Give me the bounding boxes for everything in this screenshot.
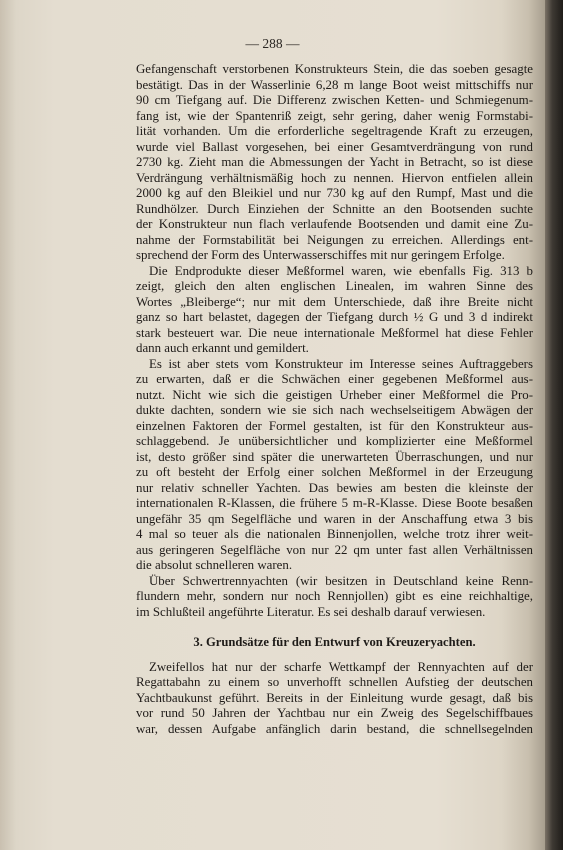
text-line: Regattabahn zu einem so unverhofft schnellen Aufstieg der deutschen <box>136 675 533 689</box>
section-gap <box>136 620 533 635</box>
text-line: Zweifellos hat nur der scharfe Wettkampf der Rennyachten auf der <box>149 659 533 674</box>
text-line: ist, desto größer sind später die unerwarteten Überraschungen, und nur <box>136 449 533 464</box>
text-line: der Konstrukteur nun flach verlaufende Bootsenden und damit eine Zu- <box>136 217 533 231</box>
text-line: Gefangenschaft verstorbenen Konstrukteurs Stein, die das soeben gesagte <box>136 62 533 76</box>
text-line: flundern mehr, sondern nur noch Rennjollen) gibt es eine reichhaltige, <box>136 589 533 603</box>
text-line: Rundhölzer. Durch Einziehen der Schnitte an den Bootsenden suchte <box>136 201 533 216</box>
text-line: vor rund 50 Jahren der Yachtbau nur ein Zweig des Segelschiffbaues <box>136 706 533 720</box>
text-line: sprechend der Form des Unterwasserschiffes mit nur geringem Erfolge. <box>136 248 505 262</box>
text-line: dukte dachten, sondern wie sie sich nach wechselseitigem Abwägen der <box>136 403 533 417</box>
text-line: nur relativ schneller Yachten. Das bewies am besten die kleinste der <box>136 480 533 495</box>
section-heading: 3. Grundsätze für den Entwurf von Kreuzeryachten. <box>193 635 476 649</box>
text-line: ungefähr 35 qm Segelfläche und waren in der Anschaffung etwa 3 bis <box>136 511 533 526</box>
text-line: fang ist, wie der Spantenriß zeigt, sehr gering, daher wenig Formstabi- <box>136 108 533 123</box>
text-line: zu oft besteht der Erfolg einer solchen Meßformel in der Erzeugung <box>136 465 533 479</box>
text-line: Yachtbaukunst geführt. Bereits in der Einleitung wurde gesagt, daß bis <box>136 690 533 705</box>
body-text <box>136 62 533 737</box>
text-line: nutzt. Nicht wie sich die geistigen Urheber einer Meßformel die Pro- <box>136 387 533 402</box>
text-line: dann auch erkannt und gemildert. <box>136 341 309 355</box>
text-line: im Schlußteil angeführte Literatur. Es sei deshalb darauf verwiesen. <box>136 604 486 619</box>
page-number: — 288 — <box>245 36 300 51</box>
text-line: aus geringeren Segelfläche von nur 22 qm unter fast allen Verhältnissen <box>136 542 533 557</box>
text-line: stark besteuert war. Die neue internationale Meßformel hat diese Fehler <box>136 325 533 340</box>
text-line: Wortes „Bleiberge“; nur mit dem Unterschiede, daß ihre Breite nicht <box>136 294 533 309</box>
text-line: 2000 kg auf den Bleikiel und nur 730 kg auf den Rumpf, Mast und die <box>136 186 533 200</box>
text-line: Über Schwertrennyachten (wir besitzen in Deutschland keine Renn- <box>149 573 533 588</box>
text-line: lität vorhanden. Um die erforderliche segeltragende Kraft zu erzeugen, <box>136 124 533 138</box>
text-line: war, dessen Aufgabe anfänglich darin bestand, die schnellsegelnden <box>136 721 533 736</box>
text-line: die absolut schnelleren waren. <box>136 558 293 572</box>
text-line: Die Endprodukte dieser Meßformel waren, wie ebenfalls Fig. 313 b <box>149 263 533 278</box>
text-line: nahme der Formstabilität bei Neigungen zu erreichen. Allerdings ent- <box>136 232 533 247</box>
text-line: 90 cm Tiefgang auf. Die Differenz zwischen Ketten- und Schmiegenum- <box>136 93 533 107</box>
text-line: bestätigt. Das in der Wasserlinie 6,28 m lange Boot weist mittschiffs nur <box>136 77 533 92</box>
text-line: ganz so hart belastet, dagegen der Tiefgang durch ½ G und 3 d indirekt <box>136 310 533 324</box>
text-line: einzelnen Faktoren der Formel gestalten, ist für den Konstrukteur aus- <box>136 418 533 433</box>
text-line: schlaggebend. Je unübersichtlicher und komplizierter eine Meßformel <box>136 434 533 448</box>
text-line: 4 mal so teuer als die nationalen Binnenjollen, welche trotz ihrer weit- <box>136 527 533 541</box>
text-line: Es ist aber stets vom Konstrukteur im Interesse seines Auftraggebers <box>149 356 533 371</box>
text-line: 2730 kg. Zieht man die Abmessungen der Yacht in Betracht, so ist diese <box>136 155 533 169</box>
text-line: internationalen R-Klassen, die frühere 5 m-R-Klasse. Diese Boote besaßen <box>136 496 533 510</box>
text-line: wurde viel Ballast vorgesehen, bei einer Gesamtverdrängung von rund <box>136 139 533 154</box>
book-spine-shadow <box>545 0 563 850</box>
text-line: zeigt, gleich den alten englischen Linealen, im wahren Sinne des <box>136 279 533 293</box>
text-line: Verdrängung verhältnismäßig hoch zu nennen. Hiervon entfielen allein <box>136 170 533 185</box>
text-line: zu erwarten, daß er die Schwächen einer gegebenen Meßformel aus- <box>136 372 533 386</box>
